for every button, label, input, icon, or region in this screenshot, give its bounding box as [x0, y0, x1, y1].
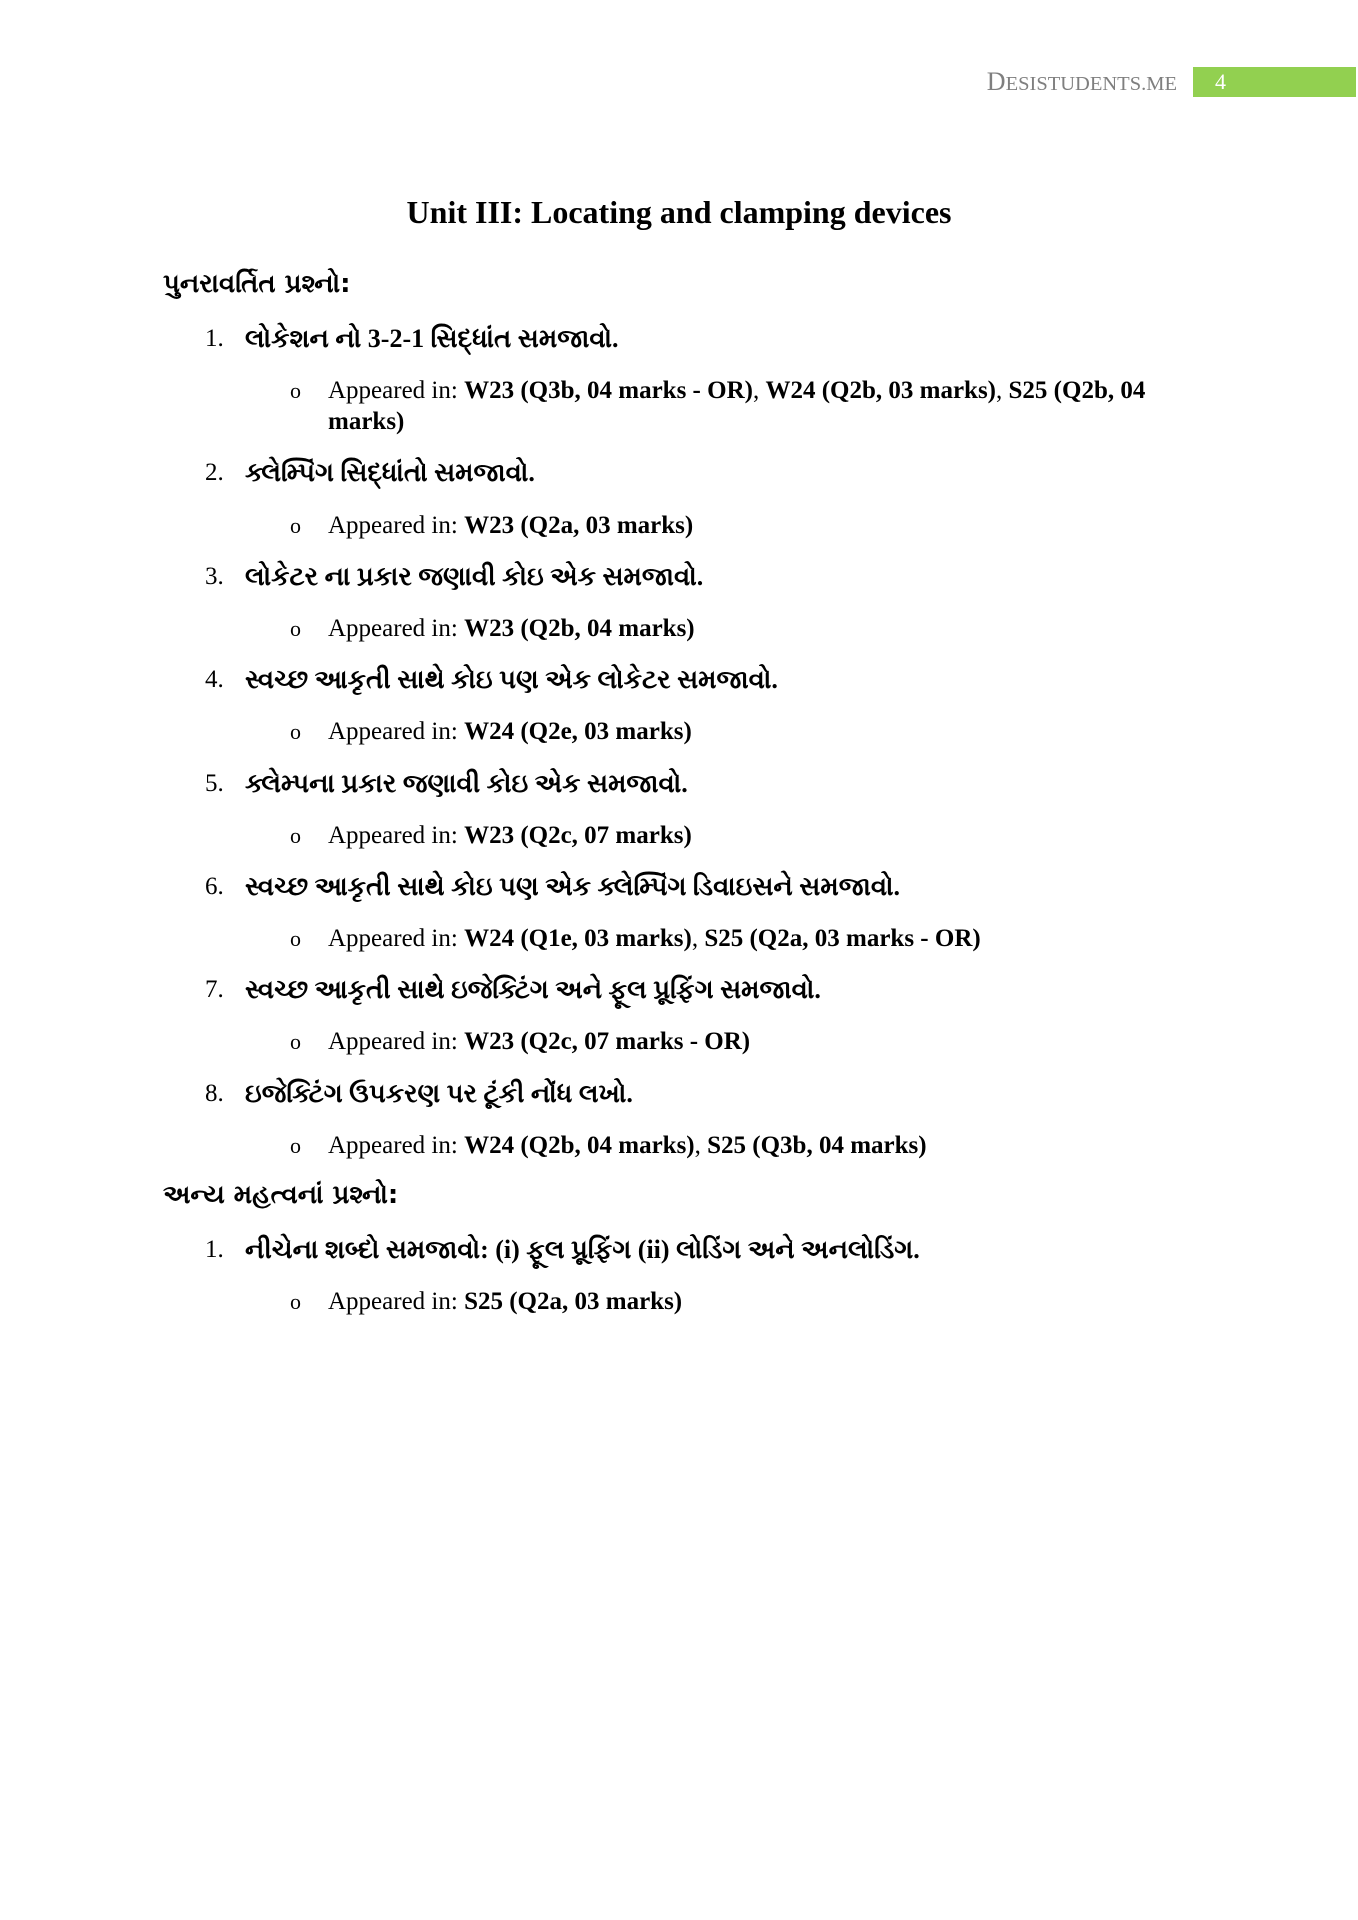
- appeared-in-label: Appeared in:: [328, 925, 458, 953]
- appeared-in-label: Appeared in:: [328, 511, 458, 539]
- exam-reference: W23 (Q3b, 04 marks - OR): [464, 377, 753, 405]
- exam-reference: W23 (Q2c, 07 marks): [464, 821, 692, 849]
- question-text: સ્વચ્છ આકૃતી સાથે કોઇ પણ એક લોકેટર સમજાવો.: [245, 665, 778, 695]
- exam-reference: W23 (Q2c, 07 marks - OR): [464, 1028, 751, 1056]
- section-heading: અન્ય મહત્વનાં પ્રશ્નો:: [163, 1179, 399, 1210]
- question-line: [163, 974, 1195, 1006]
- header-site-name: DESISTUDENTS.ME: [986, 67, 1177, 96]
- exam-reference: W24 (Q1e, 03 marks): [464, 925, 692, 953]
- question-line: [163, 664, 1195, 696]
- appeared-in-line: [163, 820, 1195, 851]
- question-number: 3.: [205, 562, 224, 590]
- bullet-icon: o: [290, 512, 301, 538]
- question-number: 7.: [205, 976, 224, 1004]
- question-number: 8.: [205, 1079, 224, 1107]
- exam-reference: S25 (Q2b, 04 marks): [328, 377, 1146, 436]
- appeared-in-label: Appeared in:: [328, 1131, 458, 1159]
- appeared-in-label: Appeared in:: [328, 718, 458, 746]
- page-title: Unit III: Locating and clamping devices: [406, 194, 952, 230]
- question-text: ઇજેક્ટિંગ ઉપકરણ પર ટૂંકી નોંધ લખો.: [245, 1078, 633, 1108]
- ref-separator: ,: [752, 377, 766, 405]
- appeared-in-label: Appeared in:: [328, 821, 458, 849]
- question-item: [163, 768, 1195, 851]
- bullet-icon: o: [290, 1289, 301, 1314]
- bullet-icon: o: [290, 926, 301, 952]
- question-line: [163, 323, 1195, 355]
- appeared-in-label: Appeared in:: [328, 1028, 458, 1056]
- question-list: [163, 323, 1195, 1161]
- appeared-in-label: Appeared in:: [328, 614, 458, 642]
- appeared-in-line: [163, 923, 1195, 954]
- question-item: [163, 457, 1195, 540]
- exam-reference: S25 (Q3b, 04 marks): [707, 1131, 927, 1159]
- question-text: નીચેના શબ્દો સમજાવો: (i) ફૂલ પ્રૂફિંગ (ii) લોડિંગ અને અનલોડિંગ.: [245, 1234, 920, 1264]
- appeared-in-line: [163, 510, 1195, 541]
- question-text: ક્લેમ્પિંગ સિદ્ધાંતો સમજાવો.: [245, 458, 535, 488]
- page-number-badge: [1193, 67, 1356, 97]
- question-item: [163, 1234, 1195, 1317]
- document-body: [163, 268, 1195, 1317]
- appeared-in-label: Appeared in:: [328, 1288, 458, 1315]
- exam-reference: W23 (Q2b, 04 marks): [464, 614, 695, 642]
- question-number: 1.: [205, 1235, 224, 1263]
- question-number: 2.: [205, 459, 224, 487]
- exam-reference: W23 (Q2a, 03 marks): [464, 511, 694, 539]
- appeared-in-line: [163, 1026, 1195, 1057]
- other-important-questions-section: [163, 1179, 1195, 1317]
- section-heading: પુનરાવર્તિત પ્રશ્નો:: [163, 269, 351, 299]
- question-number: 4.: [205, 666, 224, 694]
- bullet-icon: o: [290, 378, 301, 404]
- question-number: 1.: [205, 325, 224, 352]
- question-line: [163, 871, 1195, 903]
- bullet-icon: o: [290, 615, 301, 641]
- question-number: 5.: [205, 769, 224, 797]
- ref-separator: ,: [691, 925, 705, 953]
- appeared-in-line: [163, 375, 1195, 437]
- page-number: 4: [1215, 69, 1226, 94]
- ref-separator: ,: [694, 1131, 708, 1159]
- question-line: [163, 1234, 1195, 1266]
- appeared-in-line: [163, 613, 1195, 644]
- exam-reference: W24 (Q2e, 03 marks): [464, 718, 692, 746]
- question-item: [163, 974, 1195, 1057]
- exam-reference: S25 (Q2a, 03 marks): [464, 1288, 683, 1315]
- question-text: લોકેશન નો 3-2-1 સિદ્ધાંત સમજાવો.: [245, 324, 619, 353]
- exam-reference: W24 (Q2b, 04 marks): [464, 1131, 695, 1159]
- question-item: [163, 1078, 1195, 1161]
- question-item: [163, 664, 1195, 747]
- question-line: [163, 457, 1195, 489]
- bullet-icon: o: [290, 1132, 301, 1158]
- question-text: લોકેટર ના પ્રકાર જણાવી કોઇ એક સમજાવો.: [245, 561, 704, 591]
- ref-separator: ,: [996, 377, 1009, 405]
- question-text: સ્વચ્છ આકૃતી સાથે કોઇ પણ એક ક્લેમ્પિંગ ડિવાઇસને સમજાવો.: [245, 871, 901, 901]
- question-number: 6.: [205, 872, 224, 900]
- question-list: [163, 1234, 1195, 1317]
- bullet-icon: o: [290, 1029, 301, 1055]
- exam-reference: W24 (Q2b, 03 marks): [765, 377, 997, 405]
- question-item: [163, 561, 1195, 644]
- repeated-questions-section: [163, 268, 1195, 1161]
- appeared-in-line: [163, 716, 1195, 747]
- bullet-icon: o: [290, 719, 301, 745]
- question-line: [163, 768, 1195, 800]
- question-line: [163, 561, 1195, 593]
- question-line: [163, 1078, 1195, 1110]
- appeared-in-label: Appeared in:: [328, 377, 458, 405]
- bullet-icon: o: [290, 822, 301, 848]
- appeared-in-line: [163, 1286, 1195, 1317]
- exam-reference: S25 (Q2a, 03 marks - OR): [704, 925, 981, 953]
- question-item: [163, 871, 1195, 954]
- question-item: [163, 323, 1195, 437]
- question-text: ક્લેમ્પના પ્રકાર જણાવી કોઇ એક સમજાવો.: [245, 768, 688, 798]
- question-text: સ્વચ્છ આકૃતી સાથે ઇજેક્ટિંગ અને ફૂલ પ્રૂફિંગ સમજાવો.: [245, 975, 821, 1005]
- appeared-in-line: [163, 1130, 1195, 1161]
